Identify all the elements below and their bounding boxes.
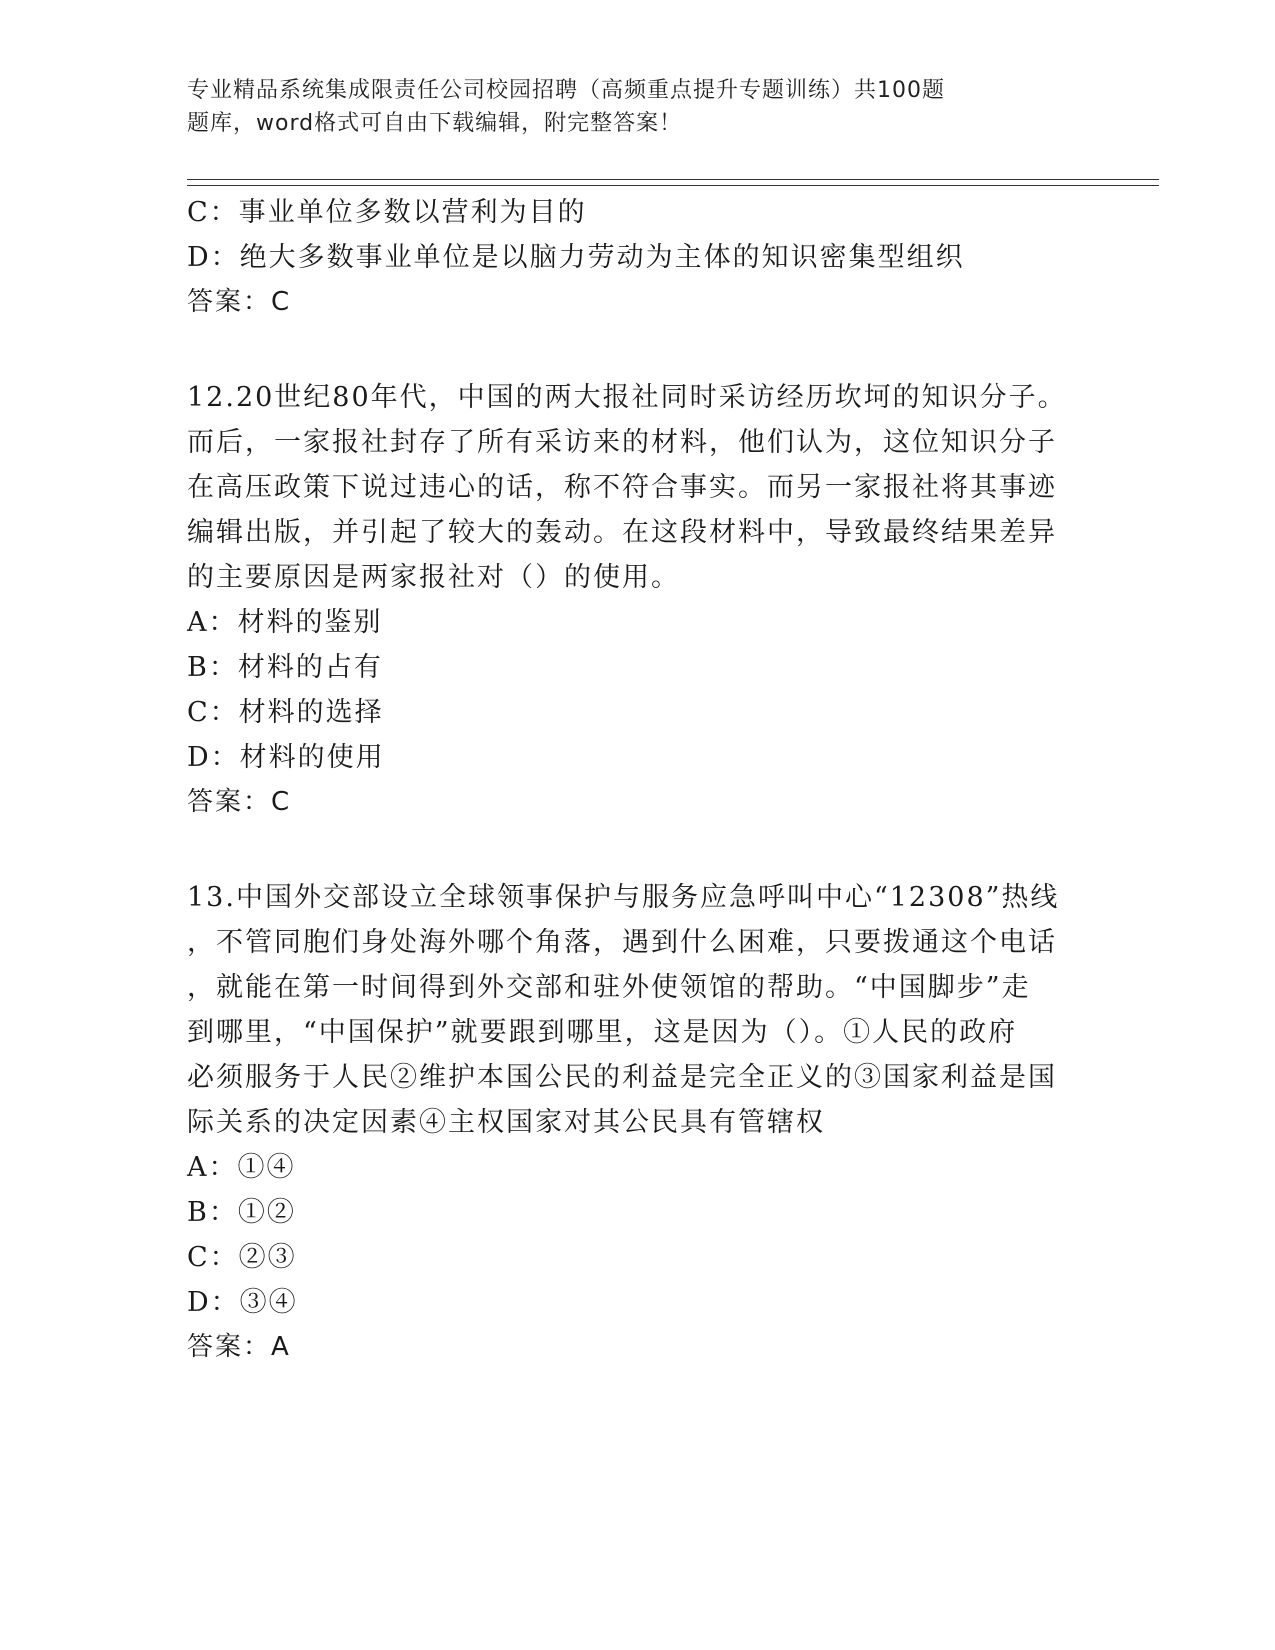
question-stem-line: 到哪里，“中国保护”就要跟到哪里，这是因为（）。①人民的政府 <box>187 1017 1018 1048</box>
question-stem-line: 编辑出版，并引起了较大的轰动。在这段材料中，导致最终结果差异 <box>187 517 1057 548</box>
question-12 <box>187 375 1067 825</box>
question-content <box>187 190 1067 1370</box>
option-c: C：材料的选择 <box>187 697 384 728</box>
spacer <box>187 325 1057 375</box>
option-b: B：①② <box>187 1197 296 1228</box>
option-b: B：材料的占有 <box>187 652 383 683</box>
answer: 答案：A <box>187 1332 291 1362</box>
question-stem-line: ，就能在第一时间得到外交部和驻外使领馆的帮助。“中国脚步”走 <box>187 972 1031 1003</box>
question-stem-line: 的主要原因是两家报社对（）的使用。 <box>187 562 680 593</box>
question-stem-line: 13.中国外交部设立全球领事保护与服务应急呼叫中心“12308”热线 <box>187 882 1060 913</box>
question-stem-line: ，不管同胞们身处海外哪个角落，遇到什么困难，只要拨通这个电话 <box>187 927 1057 958</box>
question-stem-line: 而后，一家报社封存了所有采访来的材料，他们认为，这位知识分子 <box>187 427 1057 458</box>
header-divider <box>187 179 1159 186</box>
option-c: C：②③ <box>187 1242 297 1273</box>
option-c: C：事业单位多数以营利为目的 <box>187 197 587 228</box>
header-title-line-2: 题库，word格式可自由下载编辑，附完整答案！ <box>187 111 683 136</box>
question-stem-line: 必须服务于人民②维护本国公民的利益是完全正义的③国家利益是国 <box>187 1062 1057 1093</box>
question-stem-line: 际关系的决定因素④主权国家对其公民具有管辖权 <box>187 1107 825 1138</box>
question-stem-line: 在高压政策下说过违心的话，称不符合事实。而另一家报社将其事迹 <box>187 472 1057 503</box>
question-13 <box>187 875 1060 1370</box>
document-header <box>187 74 1017 140</box>
option-d: D：材料的使用 <box>187 742 385 773</box>
option-a: A：材料的鉴别 <box>187 607 383 638</box>
answer: 答案：C <box>187 787 292 817</box>
answer: 答案：C <box>187 287 292 317</box>
header-title-line-1: 专业精品系统集成限责任公司校园招聘（高频重点提升专题训练）共100题 <box>187 78 945 103</box>
question-11-tail <box>187 190 1057 325</box>
option-d: D：绝大多数事业单位是以脑力劳动为主体的知识密集型组织 <box>187 242 965 273</box>
option-a: A：①④ <box>187 1152 296 1183</box>
question-stem-line: 12.20世纪80年代，中国的两大报社同时采访经历坎坷的知识分子。 <box>187 382 1067 413</box>
option-d: D：③④ <box>187 1287 298 1318</box>
spacer <box>187 825 1057 875</box>
